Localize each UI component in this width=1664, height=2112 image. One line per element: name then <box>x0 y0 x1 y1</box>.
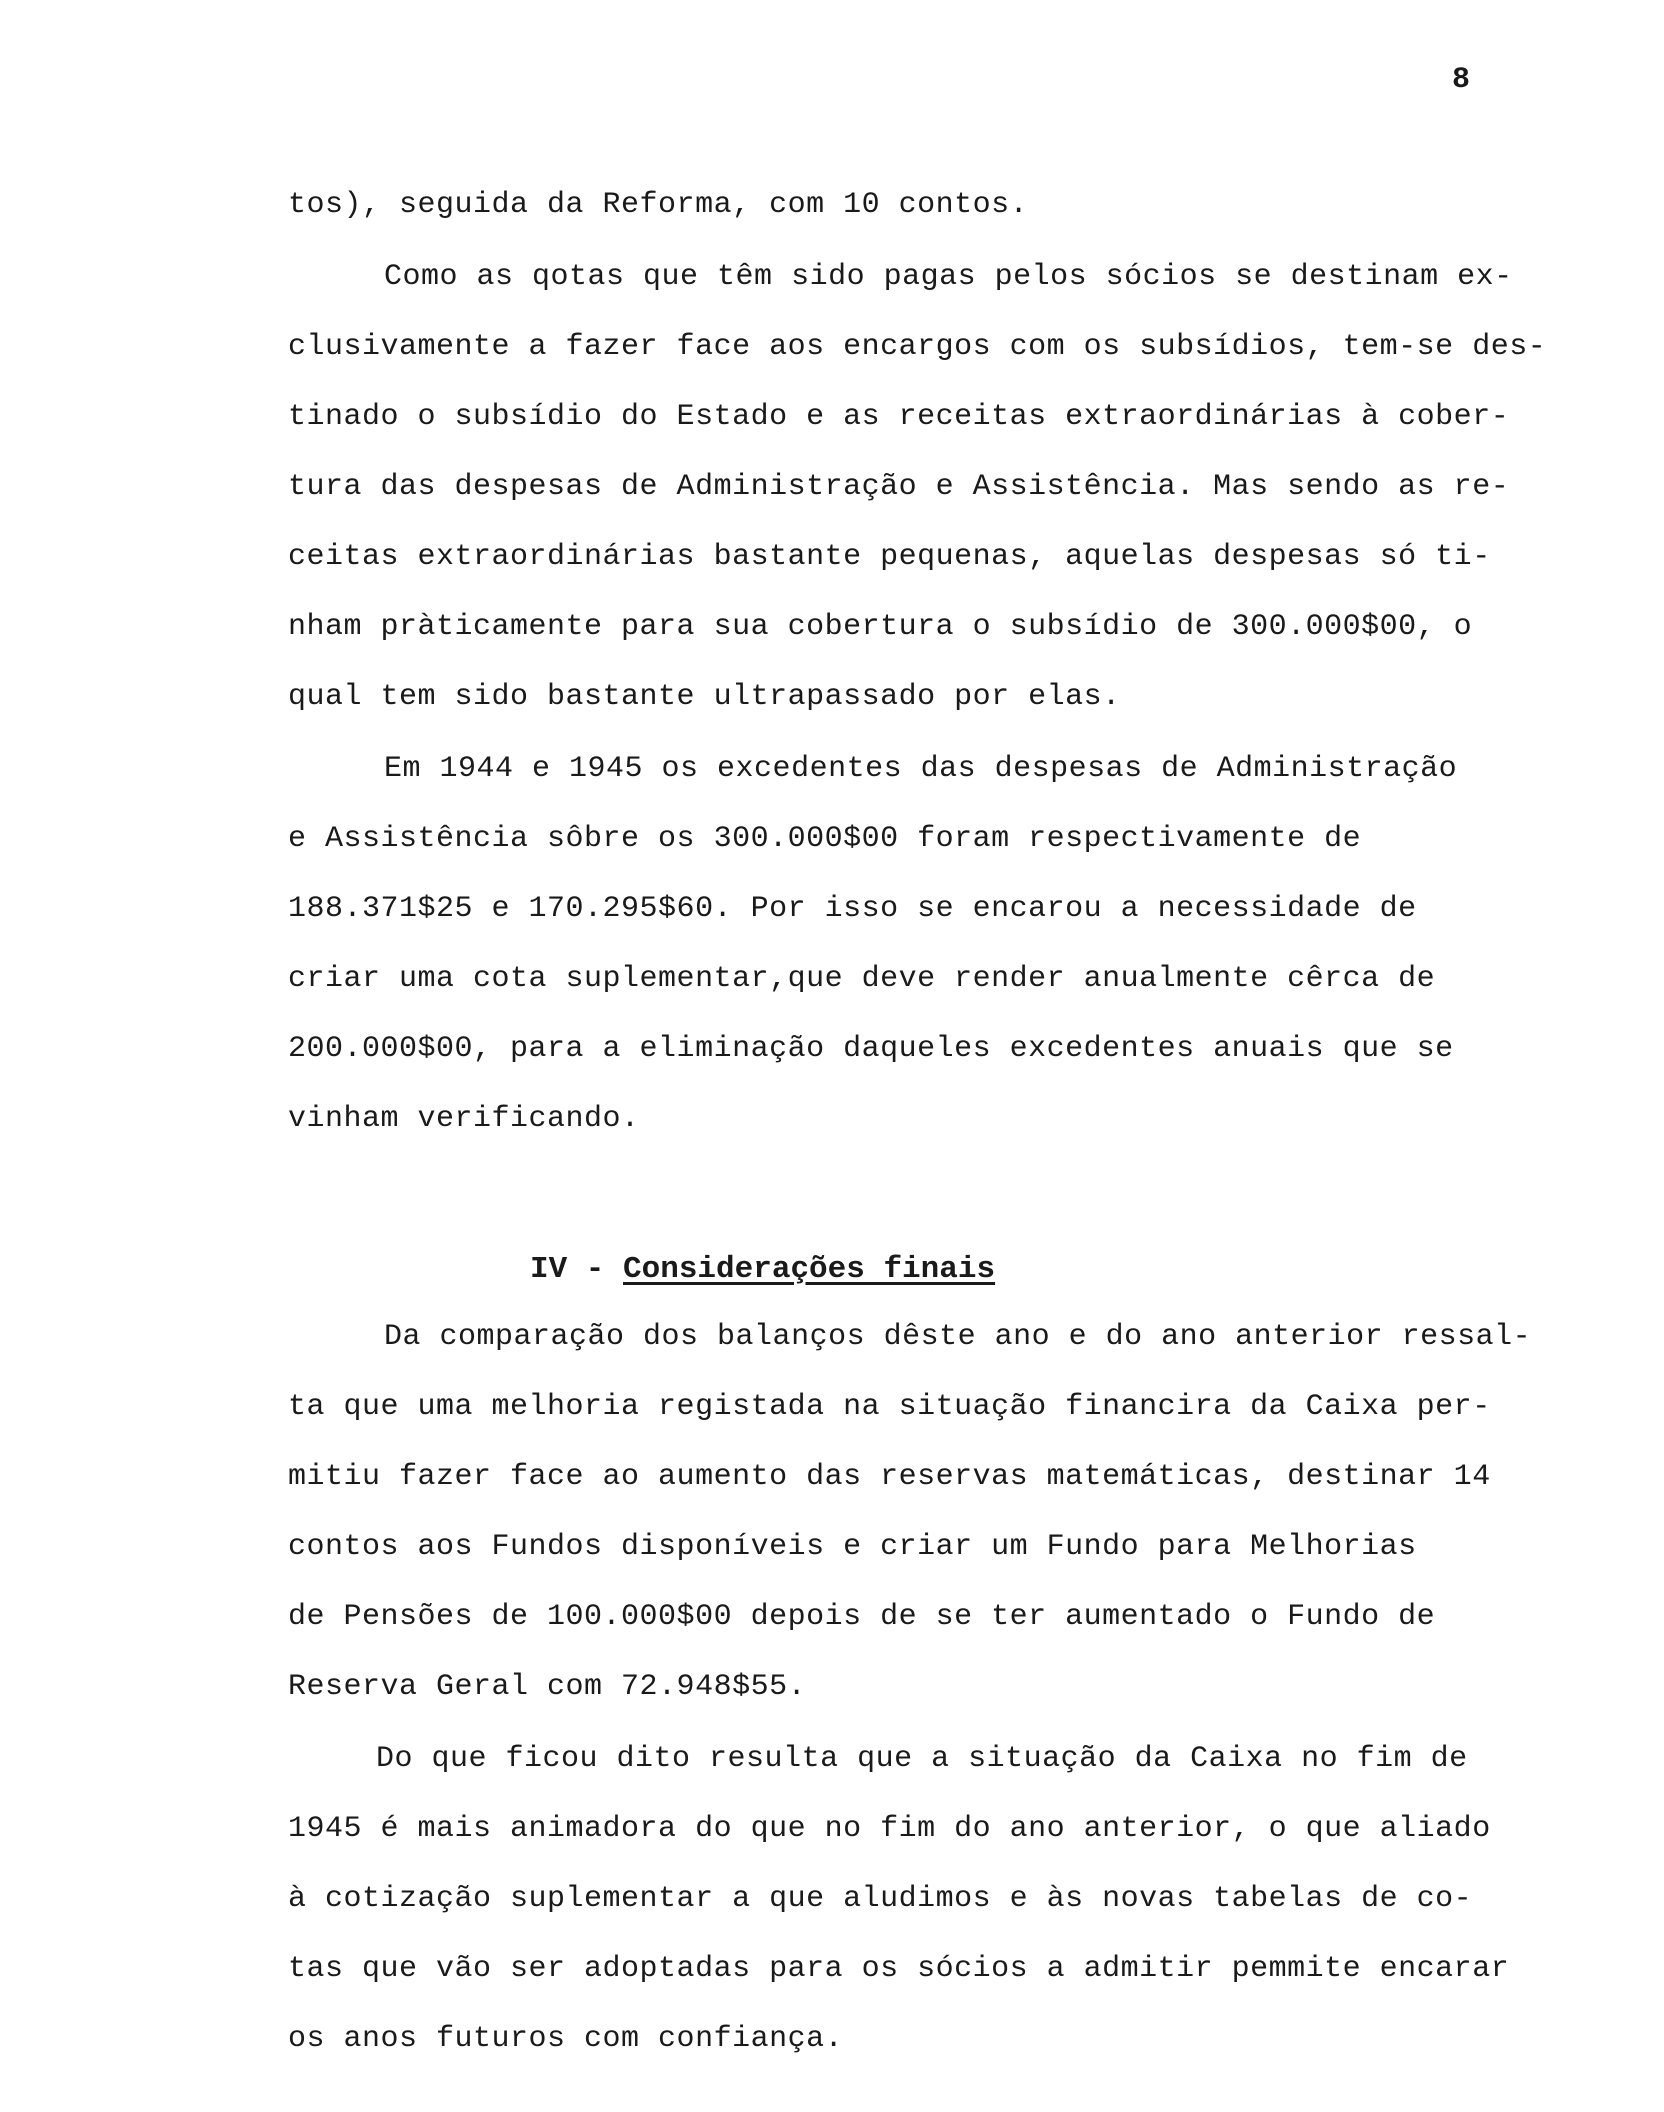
text-line: 1945 é mais animadora do que no fim do ano anterior, o que aliado <box>288 1812 1491 1846</box>
section-title: Considerações finais <box>623 1252 996 1287</box>
text-line: e Assistência sôbre os 300.000$00 foram respectivamente de <box>288 822 1362 856</box>
text-line: ceitas extraordinárias bastante pequenas, aquelas despesas só ti- <box>288 540 1491 574</box>
text-line: à cotização suplementar a que aludimos e às novas tabelas de co- <box>288 1882 1473 1916</box>
text-line: nham pràticamente para sua cobertura o subsídio de 300.000$00, o <box>288 610 1473 644</box>
text-line: Em 1944 e 1945 os excedentes das despesas de Administração <box>384 752 1458 786</box>
section-heading <box>530 1250 995 1290</box>
text-line: contos aos Fundos disponíveis e criar um Fundo para Melhorias <box>288 1530 1417 1564</box>
text-line: tinado o subsídio do Estado e as receitas extraordinárias à cober- <box>288 400 1510 434</box>
text-line: tas que vão ser adoptadas para os sócios a admitir pemmite encarar <box>288 1952 1510 1986</box>
text-line: os anos futuros com confiança. <box>288 2022 844 2056</box>
text-line: tura das despesas de Administração e Assistência. Mas sendo as re- <box>288 470 1510 504</box>
text-line: tos), seguida da Reforma, com 10 contos. <box>288 188 1029 222</box>
text-line: vinham verificando. <box>288 1102 640 1136</box>
text-line: Reserva Geral com 72.948$55. <box>288 1670 807 1704</box>
text-line: clusivamente a fazer face aos encargos com os subsídios, tem-se des- <box>288 330 1547 364</box>
text-line: criar uma cota suplementar,que deve render anualmente cêrca de <box>288 962 1436 996</box>
text-line: Do que ficou dito resulta que a situação da Caixa no fim de <box>376 1742 1468 1776</box>
text-line: mitiu fazer face ao aumento das reservas matemáticas, destinar 14 <box>288 1460 1491 1494</box>
text-line: qual tem sido bastante ultrapassado por elas. <box>288 680 1121 714</box>
text-line: 188.371$25 e 170.295$60. Por isso se encarou a necessidade de <box>288 892 1417 926</box>
page-number: 8 <box>1452 63 1471 97</box>
text-line: Da comparação dos balanços dêste ano e do ano anterior ressal- <box>384 1320 1532 1354</box>
text-line: ta que uma melhoria registada na situação financira da Caixa per- <box>288 1390 1491 1424</box>
text-line: de Pensões de 100.000$00 depois de se ter aumentado o Fundo de <box>288 1600 1436 1634</box>
text-line: Como as qotas que têm sido pagas pelos sócios se destinam ex- <box>384 260 1513 294</box>
section-number: IV - <box>530 1252 624 1287</box>
text-line: 200.000$00, para a eliminação daqueles excedentes anuais que se <box>288 1032 1454 1066</box>
